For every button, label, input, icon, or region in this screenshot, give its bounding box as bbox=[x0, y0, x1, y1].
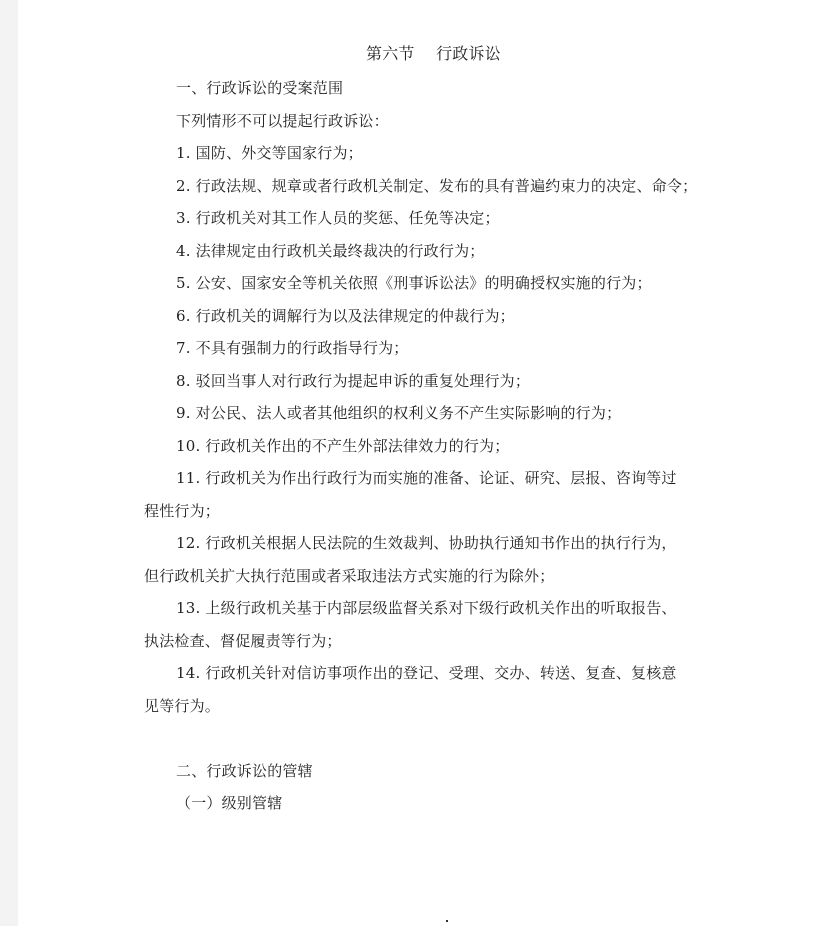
list-item: 2. 行政法规、规章或者行政机关制定、发布的具有普遍约束力的决定、命令； bbox=[176, 177, 698, 195]
list-item-line: 13. 上级行政机关基于内部层级监督关系对下级行政机关作出的听取报告、 bbox=[176, 599, 677, 617]
page-marker-dot bbox=[446, 920, 448, 922]
list-item: 5. 公安、国家安全等机关依照《刑事诉讼法》的明确授权实施的行为； bbox=[176, 274, 652, 292]
list-item: 6. 行政机关的调解行为以及法律规定的仲裁行为； bbox=[176, 307, 515, 325]
document-page bbox=[18, 0, 828, 926]
list-item: 1. 国防、外交等国家行为； bbox=[176, 144, 363, 162]
list-item-continuation: 见等行为。 bbox=[144, 697, 221, 715]
list-item: 9. 对公民、法人或者其他组织的权利义务不产生实际影响的行为； bbox=[176, 404, 622, 422]
page-title: 第六节 行政诉讼 bbox=[366, 44, 501, 63]
list-item-continuation: 但行政机关扩大执行范围或者采取违法方式实施的行为除外； bbox=[144, 567, 555, 585]
list-item: 7. 不具有强制力的行政指导行为； bbox=[176, 339, 409, 357]
list-item: 4. 法律规定由行政机关最终裁决的行政行为； bbox=[176, 242, 485, 260]
list-item-continuation: 程性行为； bbox=[144, 502, 221, 520]
subsection-heading: （一）级别管辖 bbox=[176, 794, 283, 812]
list-item: 10. 行政机关作出的不产生外部法律效力的行为； bbox=[176, 437, 510, 455]
list-item: 3. 行政机关对其工作人员的奖惩、任免等决定； bbox=[176, 209, 500, 227]
list-item: 8. 驳回当事人对行政行为提起申诉的重复处理行为； bbox=[176, 372, 531, 390]
list-item-line: 11. 行政机关为作出行政行为而实施的准备、论证、研究、层报、咨询等过 bbox=[176, 469, 677, 487]
intro-text: 下列情形不可以提起行政诉讼： bbox=[176, 112, 389, 130]
list-item-continuation: 执法检查、督促履责等行为； bbox=[144, 632, 342, 650]
section-heading-jurisdiction: 二、行政诉讼的管辖 bbox=[176, 762, 313, 780]
section-heading-scope: 一、行政诉讼的受案范围 bbox=[176, 79, 344, 97]
list-item-line: 14. 行政机关针对信访事项作出的登记、受理、交办、转送、复查、复核意 bbox=[176, 664, 677, 682]
list-item-line: 12. 行政机关根据人民法院的生效裁判、协助执行通知书作出的执行行为， bbox=[176, 534, 677, 552]
